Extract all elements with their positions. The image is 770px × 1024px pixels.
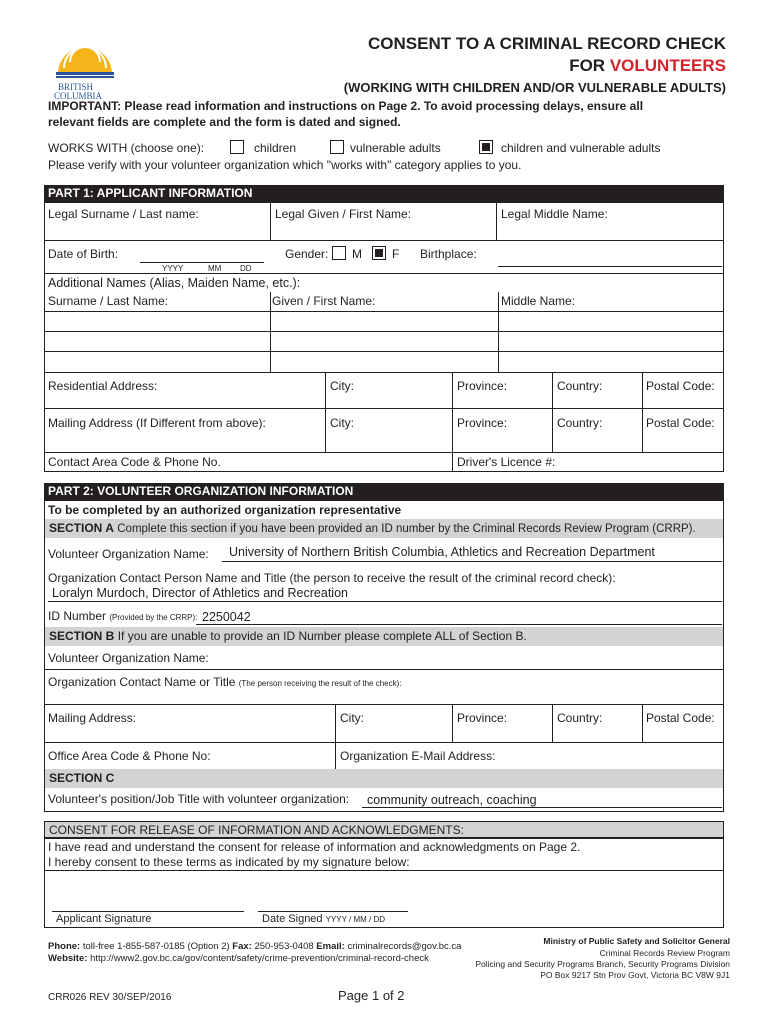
logo-text-columbia: COLUMBIA — [54, 91, 103, 101]
gender-m-checkbox[interactable] — [332, 246, 346, 260]
footer-branch: Policing and Security Programs Branch, Security Programs Division — [475, 959, 730, 969]
section-b-label: SECTION B — [49, 629, 115, 643]
b-org-name-label: Volunteer Organization Name: — [48, 651, 209, 665]
section-b-bar — [45, 627, 723, 646]
b-contact-label — [48, 675, 402, 689]
form-code: CRR026 REV 30/SEP/2016 — [48, 992, 172, 1003]
footer-phone-value: toll-free 1-855-587-0185 (Option 2) — [82, 941, 230, 952]
org-contact-value[interactable]: Loralyn Murdoch, Director of Athletics and Recreation — [52, 586, 348, 600]
dob-yyyy: YYYY — [162, 264, 184, 273]
title-for: FOR — [569, 56, 606, 75]
vulnerable-adults-checkbox[interactable] — [330, 140, 344, 154]
b-city-label: City: — [340, 711, 364, 725]
org-name-label: Volunteer Organization Name: — [48, 547, 209, 561]
b-province-label: Province: — [457, 711, 508, 725]
works-with-note: Please verify with your volunteer organization which "works with" category applies to you. — [48, 158, 522, 172]
part2-heading: PART 2: VOLUNTEER ORGANIZATION INFORMATION — [44, 483, 724, 500]
signature-label: Applicant Signature — [56, 913, 152, 925]
residential-postal-label: Postal Code: — [646, 379, 715, 393]
b-office-phone-label: Office Area Code & Phone No: — [48, 749, 211, 763]
important-line1: IMPORTANT: Please read information and instructions on Page 2. To avoid processing delays, ensure all — [48, 99, 644, 113]
consent-line1: I have read and understand the consent for release of information and acknowledgments on Page 2. — [48, 840, 581, 854]
footer-ministry: Ministry of Public Safety and Solicitor General — [543, 936, 730, 946]
id-number-label — [48, 609, 197, 623]
gender-m-label: M — [352, 247, 362, 261]
date-signed-text: Date Signed — [262, 913, 323, 925]
org-name-value[interactable]: University of Northern British Columbia, Athletics and Recreation Department — [229, 545, 655, 559]
additional-names-label: Additional Names (Alias, Maiden Name, etc.): — [48, 276, 301, 290]
given-name-label: Legal Given / First Name: — [275, 207, 412, 221]
footer-website-line — [48, 953, 429, 964]
children-checkbox[interactable] — [230, 140, 244, 154]
alias-middle-label: Middle Name: — [501, 294, 576, 308]
gender-f-label: F — [392, 247, 400, 261]
footer-website-label: Website: — [48, 953, 88, 964]
children-and-vulnerable-adults-label: children and vulnerable adults — [501, 141, 661, 155]
position-label: Volunteer's position/Job Title with volunteer organization: — [48, 792, 350, 806]
section-b-text: If you are unable to provide an ID Number please complete ALL of Section B. — [117, 629, 527, 643]
b-contact-small: (The person receiving the result of the check): — [238, 679, 402, 688]
dob-field[interactable] — [140, 262, 264, 263]
b-postal-label: Postal Code: — [646, 711, 715, 725]
mailing-postal-label: Postal Code: — [646, 416, 715, 430]
org-contact-label: Organization Contact Person Name and Title (the person to receive the result of the criminal record check): — [48, 571, 616, 585]
page-number: Page 1 of 2 — [338, 988, 405, 1003]
part1-heading: PART 1: APPLICANT INFORMATION — [44, 185, 724, 202]
position-value[interactable]: community outreach, coaching — [367, 793, 537, 807]
date-signed-label — [262, 913, 385, 925]
signature-field[interactable] — [52, 911, 244, 912]
works-with-label: WORKS WITH (choose one): — [48, 141, 205, 155]
surname-label: Legal Surname / Last name: — [48, 207, 199, 221]
children-label: children — [254, 141, 297, 155]
footer-fax-value: 250-953-0408 — [254, 941, 314, 952]
date-signed-field[interactable] — [258, 911, 408, 912]
mailing-city-label: City: — [330, 416, 354, 430]
bc-sun-icon — [50, 38, 120, 78]
contact-phone-label: Contact Area Code & Phone No. — [48, 455, 221, 469]
footer-fax-label: Fax: — [232, 941, 252, 952]
form-title-for-volunteers — [569, 56, 726, 76]
b-country-label: Country: — [557, 711, 603, 725]
footer-contact-line — [48, 941, 461, 952]
dob-dd: DD — [240, 264, 252, 273]
alias-given-label: Given / First Name: — [272, 294, 376, 308]
birthplace-label: Birthplace: — [420, 247, 477, 261]
residential-province-label: Province: — [457, 379, 508, 393]
middle-name-label: Legal Middle Name: — [501, 207, 608, 221]
children-and-vulnerable-adults-checkbox[interactable] — [479, 140, 493, 154]
mailing-address-label: Mailing Address (If Different from above): — [48, 416, 266, 430]
gender-f-checkbox[interactable] — [372, 246, 386, 260]
b-email-label: Organization E-Mail Address: — [340, 749, 496, 763]
title-volunteers: VOLUNTEERS — [609, 56, 726, 75]
footer-phone-label: Phone: — [48, 941, 81, 952]
footer-email-link[interactable]: criminalrecords@gov.bc.ca — [347, 941, 462, 952]
important-line2: relevant fields are complete and the form is dated and signed. — [48, 115, 401, 129]
dob-label: Date of Birth: — [48, 247, 119, 261]
consent-line2: I hereby consent to these terms as indicated by my signature below: — [48, 855, 410, 869]
birthplace-field[interactable] — [498, 266, 722, 267]
section-a-label: SECTION A — [49, 521, 114, 535]
residential-address-label: Residential Address: — [48, 379, 158, 393]
form-title: CONSENT TO A CRIMINAL RECORD CHECK — [368, 34, 726, 53]
mailing-province-label: Province: — [457, 416, 508, 430]
consent-heading: CONSENT FOR RELEASE OF INFORMATION AND ACKNOWLEDGMENTS: — [44, 821, 724, 838]
id-number-value[interactable]: 2250042 — [202, 610, 251, 624]
form-subtitle: (WORKING WITH CHILDREN AND/OR VULNERABLE ADULTS) — [343, 80, 726, 95]
residential-city-label: City: — [330, 379, 354, 393]
footer-website-link[interactable]: http://www2.gov.bc.ca/gov/content/safety/crime-prevention/criminal-record-check — [90, 953, 429, 964]
section-a-bar — [45, 519, 723, 538]
footer-program: Criminal Records Review Program — [599, 948, 730, 958]
date-signed-format: YYYY / MM / DD — [325, 915, 386, 924]
section-c-label: SECTION C — [45, 769, 723, 788]
bc-logo — [50, 38, 120, 101]
footer-po-box: PO Box 9217 Stn Prov Govt, Victoria BC V8W 9J1 — [540, 970, 730, 980]
id-number-text: ID Number — [48, 609, 107, 623]
mailing-country-label: Country: — [557, 416, 603, 430]
b-mailing-label: Mailing Address: — [48, 711, 137, 725]
logo-text-british: BRITISH — [58, 82, 94, 92]
dob-mm: MM — [208, 264, 222, 273]
alias-surname-label: Surname / Last Name: — [48, 294, 169, 308]
section-a-text: Complete this section if you have been provided an ID number by the Criminal Records Review Program (CRRP). — [117, 523, 696, 535]
id-number-small: (Provided by the CRRP): — [109, 613, 198, 622]
part1-box — [44, 202, 724, 472]
residential-country-label: Country: — [557, 379, 603, 393]
footer-email-label: Email: — [316, 941, 345, 952]
authorized-rep-note: To be completed by an authorized organization representative — [48, 503, 402, 517]
gender-label: Gender: — [285, 247, 329, 261]
drivers-licence-label: Driver's Licence #: — [457, 455, 556, 469]
b-contact-text: Organization Contact Name or Title — [48, 675, 236, 689]
vulnerable-adults-label: vulnerable adults — [350, 141, 441, 155]
